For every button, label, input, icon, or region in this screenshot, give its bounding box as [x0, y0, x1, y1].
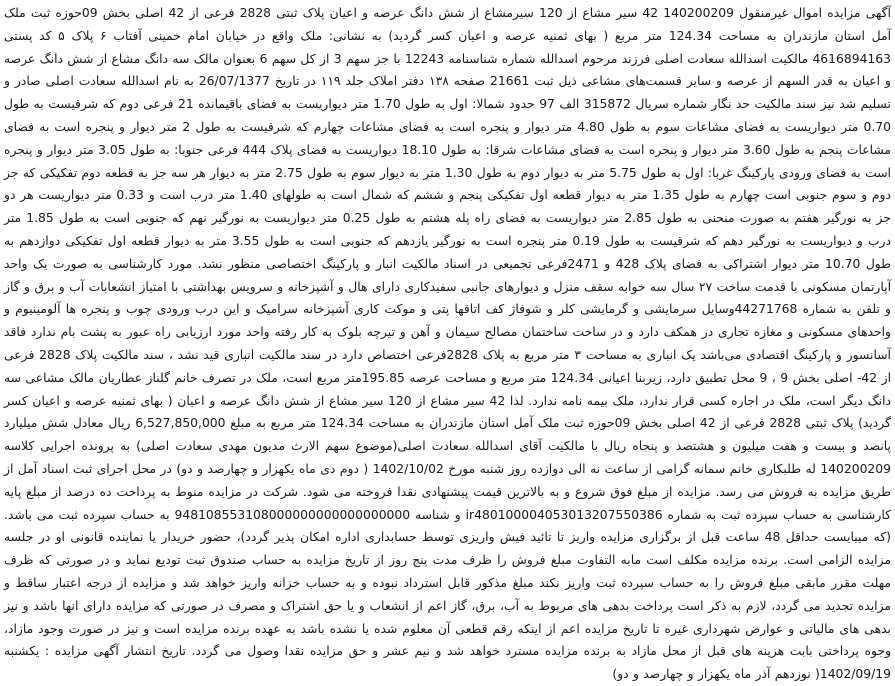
auction-notice-text: آگهی مزایده اموال غیرمنقول 140200209 42 سیر مشاع از 120 سیرمشاع از شش دانگ عرصه و اعیان پلاک ثبتی 2828 فرعی از 42 اصلی بخش 09حوزه ثبت ملک آمل استان مازندران به مساحت 124.34 متر مربع ( بهای ثمنیه عرصه و اعیان کسر گردید) به نشانی: ملک واقع در خیابان امام خمینی آفتاب ۶ پلاک ۵ کد پستی 4616894163 مالکیت اسدالله سعادت اصلی فرزند مرحوم اسدالله شماره شناسنامه 12243 با جز سهم 3 از کل سهم 6 بعنوان مالک سه دانگ مشاع از شش دانگ عرصه و اعیان به قدر السهم از عرصه و سایر قسمت‌های مشاعی ذیل ثبت 21661 صفحه ۱۳۸ دفتر املاک جلد ۱۱۹ در تاریخ 26/07/1377 به نام اسدالله سعادت اصلی صادر و تسلیم شد نیز سند مالکیت حد نگار شماره سریال 315872 الف 97 حدود شمالا: اول به طول 1.70 متر دیواریست به فضای باقیمانده 21 فرعی دوم که شرقیست به طول 0.70 متر دیواریست به فضای مشاعات سوم به طول 4.80 متر دیوار و پنجره است به فضای مشاعات چهارم که شرقیست به طول 2 متر دیوار و پنجره است به فضای مشاعات پنجم به طول 3.60 متر دیوار و پنجره است به فضای مشاعات شرقا: به طول 18.10 دیواریست به فضای پلاک 444 فرعی جنوبا: به طول 3.05 متر دیوار و پنجره است به فضای ورودی پارکینگ غربا: اول به طول 5.75 متر به دیوار دوم به طول 1.30 متر به دیوار سوم به طول 2.75 متر به دیوار هر سه جز به قطعه دوم تفکیکی که جز دوم و سوم جنوبی است چهارم به طول 1.35 متر به دیوار قطعه اول تفکیکی پنجم و ششم که شمال است به طولهای 1.40 متر درب است و 0.33 متر دیواریست هر دو جز به نورگیر هفتم به صورت منحنی به طول 2.85 متر دیواریست به فضای راه پله هشتم به طول 0.25 متر دیواریست به نورگیر نهم که جنوبی است به طول 1.85 متر درب و دیواریست به نورگیر دهم که شرقیست به طول 0.19 متر پنجره است به نورگیر یازدهم که جنوبی است به طول 3.55 متر به دیوار قطعه اول تفکیکی دوازدهم به طول 10.70 متر دیوار اشتراکی به فضای پلاک 428 و 2471فرعی تجمیعی در اسناد مالکیت انبار و پارکینگ اختصاصی منظور نشد. مورد کارشناسی به صورت یک واحد آپارتمان مسکونی با قدمت ساخت ۲۷ سال سه خوابه سقف منزل و دیوارهای جانبی سفیدکاری دارای هال و آشپزخانه و سرویس بهداشتی با امتیاز انشعابات آب و برق و گاز و تلفن به شماره 44271768وسایل سرمایشی و گرمایشی کلر و شوفاژ کف اتاقها پتی و موکت کاری آشپزخانه سرامیک و این درب ورودی چوب و پنجره ها آلومینیوم و واحدهای مسکونی و مغازه تجاری در همکف دارد و در ساخت ساختمان مصالح سیمان و آهن و تیرچه بلوک به کار رفته واحد مورد ارزیابی راه عبور به پشت بام ندارد فاقد آسانسور و پارکینگ اقتصادی می‌باشد یک انباری به مساحت ۳ متر مربع به پلاک 2828فرعی اختصاص دارد در سند مالکیت انباری قید نشد ، سند مالکیت پلاک 2828 فرعی از 42- اصلی بخش 9 ، 9 محل تطبیق دارد، زیربنا اعیانی 124.34 متر مربع و مساحت عرصه 195.85متر مربع است، ملک در تصرف خانم گلناز عطاریان مالک مشاعی سه دانگ دیگر است، ملک در اجاره کسی قرار ندارد، ملک بیمه نامه ندارد. لذا 42 سیر مشاع از 120 سیر مشاع از شش دانگ عرصه و اعیان ( بهای ثمنیه عرصه و اعیان کسر گردید) پلاک ثبتی 2828 فرعی از 42 اصلی بخش 09حوزه ثبت ملک آمل استان مازندران به مساحت 124.34 متر مربع به مبلغ 6,527,850,000 ریال معادل شش میلیارد پانصد و بیست و هفت میلیون و هشتصد و پنجاه ریال با مالکیت آقای اسدالله سعادت اصلی(موضوع سهم الارث مدیون مهدی سعادت اصلی) به پرونده اجرایی کلاسه 140200209 له طلبکاری خانم سمانه گرامی از ساعت نه الی دوازده روز شنبه مورخ 1402/10/02 ( دوم دی ماه یکهزار و چهارصد و دو) در محل اجرای ثبت اسناد آمل از طریق مزایده به فروش می رسد. مزایده از مبلغ فوق شروع و به بالاترین قیمت پیشنهادی نقدا فروخته می شود. شرکت در مزایده منوط به پرداخت ده درصد از مبلغ پایه کارشناسی به حساب سپرده ثبت به شماره ir480100004053013207550386 و شناسه 948108553108000000000000000000 به حساب سپرده ثبت می باشد. (که میبایست حداقل 48 ساعت قبل از برگزاری مزایده واریز تا تائید فیش واریزی توسط حسابداری اداره امکان پذیر گردد)، حضور خریدار یا نماینده قانونی او در جلسه مزایده الزامی است. برنده مزایده مکلف است مابه التفاوت مبلغ فروش را ظرف مدت پنج روز از تاریخ مزایده به حساب صندوق ثبت تودیع نماید و در صورتی که ظرف مهلت مقرر مابقی مبلغ فروش را به حساب سپرده ثبت واریز نکند مبلغ مذکور قابل استرداد نبوده و به حساب خزانه واریز خواهد شد و مزایده از درجه اعتبار ساقط و مزایده تجدید می گردد، لازم به ذکر است پرداخت بدهی های مربوط به آب، برق، گاز اعم از انشعاب و یا حق اشتراک و مصرف در صورتی که مزایده دارای انها باشد و نیز بدهی های مالیاتی و عوارض شهرداری غیره تا تاریخ مزایده اعم از اینکه رقم قطعی آن معلوم شده یا نشده باشد به عهده برنده مزایده است و نیز در صورت وجود مازاد، وجوه پرداختی بابت هزینه های قبل از محل مازاد به برنده مزایده مسترد خواهد شد و نیم عشر و حق مزایده نقدا وصول می گردد. تاریخ انتشار آگهی مزایده : یکشنبه 1402/09/19( نوزدهم آذر ماه یکهزار و چهارصد و دو) [4, 6, 892, 682]
